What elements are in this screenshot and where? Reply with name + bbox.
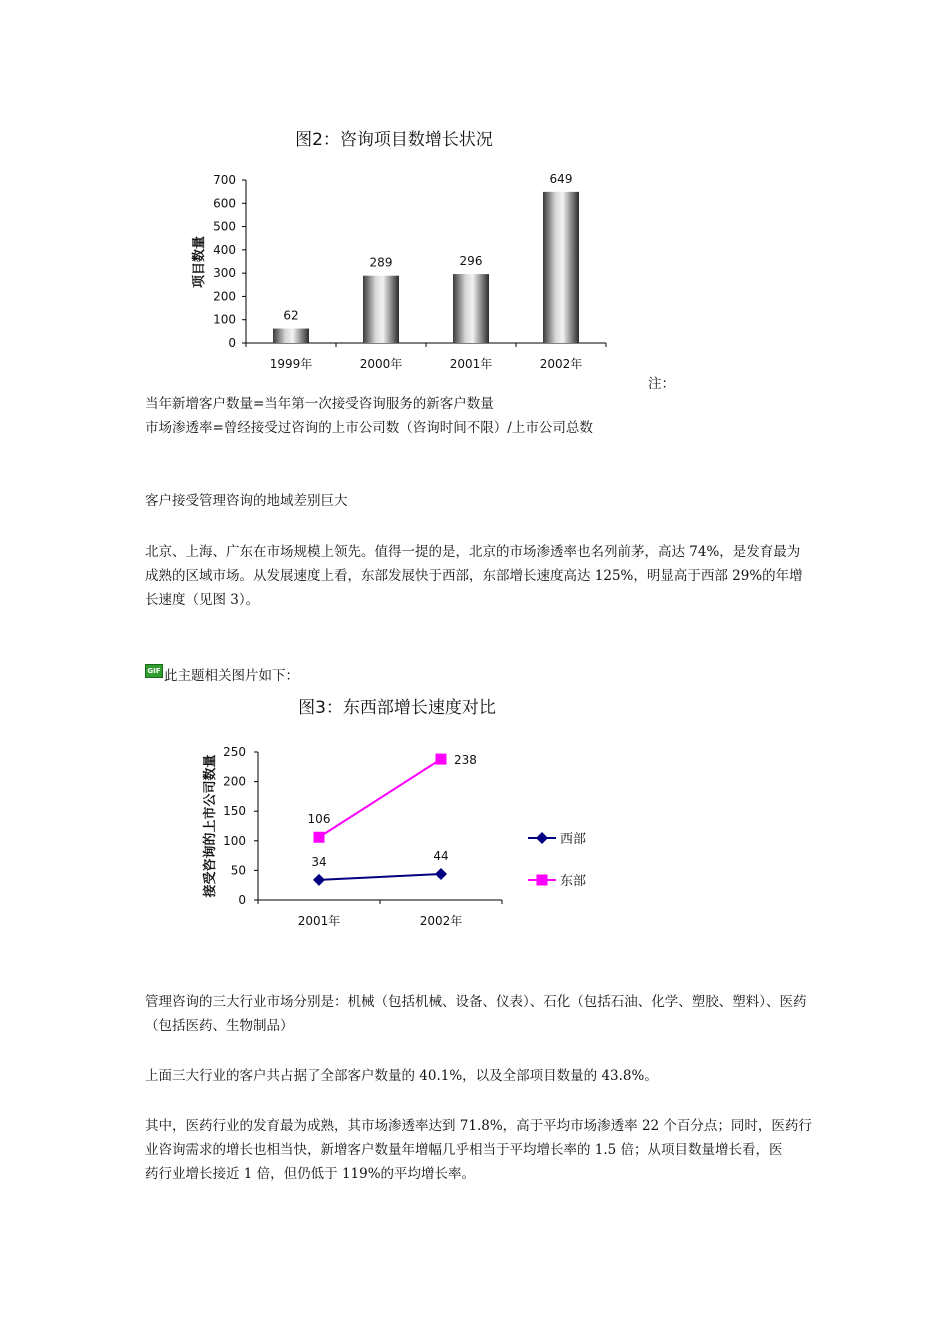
y-tick-label: 300 — [213, 266, 236, 281]
y-tick-label: 50 — [230, 863, 246, 878]
paragraph-1-line: 北京、上海、广东在市场规模上领先。值得一提的是，北京的市场渗透率也名列前茅，高达 74%，是发育最为 — [145, 544, 801, 560]
data-point — [313, 874, 325, 886]
y-tick-label: 500 — [213, 219, 236, 234]
paragraph-4-line: 业咨询需求的增长也相当快，新增客户数量年增幅几乎相当于平均增长率的 1.5 倍；从项目数量增长看，医 — [145, 1142, 783, 1158]
data-point — [436, 754, 447, 765]
paragraph-2 — [145, 990, 810, 1038]
x-tick-label: 2002年 — [539, 357, 583, 371]
bar-value-label: 289 — [369, 255, 393, 270]
x-tick-label: 2002年 — [419, 914, 463, 928]
x-tick-label: 1999年 — [269, 357, 313, 371]
data-label: 44 — [433, 848, 449, 863]
paragraph-1-line: 长速度（见图 3）。 — [145, 592, 260, 608]
y-tick-label: 100 — [223, 833, 246, 848]
x-tick-label: 2001年 — [297, 914, 341, 928]
y-tick-label: 250 — [223, 745, 246, 759]
bar-value-label: 62 — [283, 308, 299, 323]
series-line — [319, 759, 441, 837]
legend-marker — [537, 875, 548, 886]
legend-label: 西部 — [560, 832, 587, 847]
bar-value-label: 296 — [459, 254, 483, 269]
y-tick-label: 400 — [213, 242, 236, 257]
chart2-ylabel: 接受咨询的上市公司数量 — [203, 754, 218, 898]
paragraph-4-line: 药行业增长接近 1 倍，但仍低于 119%的平均增长率。 — [145, 1166, 476, 1182]
y-tick-label: 600 — [213, 196, 236, 211]
x-tick-label: 2001年 — [449, 357, 493, 371]
legend-marker — [536, 832, 548, 844]
related-images-text: 此主题相关图片如下： — [164, 668, 299, 684]
paragraph-4-line: 其中，医药行业的发育最为成熟，其市场渗透率达到 71.8%，高于平均市场渗透率 22 个百分点；同时，医药行 — [145, 1118, 812, 1134]
data-label: 34 — [311, 854, 327, 869]
y-tick-label: 200 — [223, 774, 246, 789]
note-label: 注： — [648, 376, 675, 392]
y-tick-label: 0 — [228, 336, 236, 350]
chart1-title: 图2：咨询项目数增长状况 — [295, 130, 493, 150]
y-tick-label: 100 — [213, 312, 236, 327]
data-point — [435, 868, 447, 880]
series-line — [319, 874, 441, 880]
paragraph-2-line: （包括医药、生物制品） — [145, 1018, 294, 1034]
section-heading: 客户接受管理咨询的地域差别巨大 — [145, 493, 348, 509]
note-line-2: 市场渗透率=曾经接受过咨询的上市公司数（咨询时间不限）/上市公司总数 — [145, 420, 593, 436]
y-tick-label: 700 — [213, 173, 236, 187]
y-tick-label: 0 — [238, 893, 246, 907]
x-tick-label: 2000年 — [359, 357, 403, 371]
chart1-ylabel: 项目数量 — [192, 235, 207, 289]
data-label: 238 — [454, 753, 477, 768]
paragraph-4 — [145, 1114, 810, 1186]
paragraph-2-line: 管理咨询的三大行业市场分别是：机械（包括机械、设备、仪表）、石化（包括石油、化学、塑胶、塑料）、医药 — [145, 994, 807, 1010]
data-label: 106 — [307, 812, 331, 827]
paragraph-1-line: 成熟的区域市场。从发展速度上看，东部发展快于西部，东部增长速度高达 125%，明显高于西部 29%的年增 — [145, 568, 803, 584]
data-point — [314, 832, 325, 843]
gif-icon[interactable]: GIF — [145, 664, 163, 678]
y-tick-label: 200 — [213, 289, 236, 304]
note-line-1: 当年新增客户数量=当年第一次接受咨询服务的新客户数量 — [145, 396, 494, 412]
y-tick-label: 150 — [223, 804, 246, 819]
chart2-title: 图3：东西部增长速度对比 — [298, 698, 496, 718]
legend-label: 东部 — [560, 874, 587, 889]
bar-value-label: 649 — [549, 171, 573, 186]
paragraph-3: 上面三大行业的客户共占据了全部客户数量的 40.1%，以及全部项目数量的 43.8%。 — [145, 1068, 658, 1084]
